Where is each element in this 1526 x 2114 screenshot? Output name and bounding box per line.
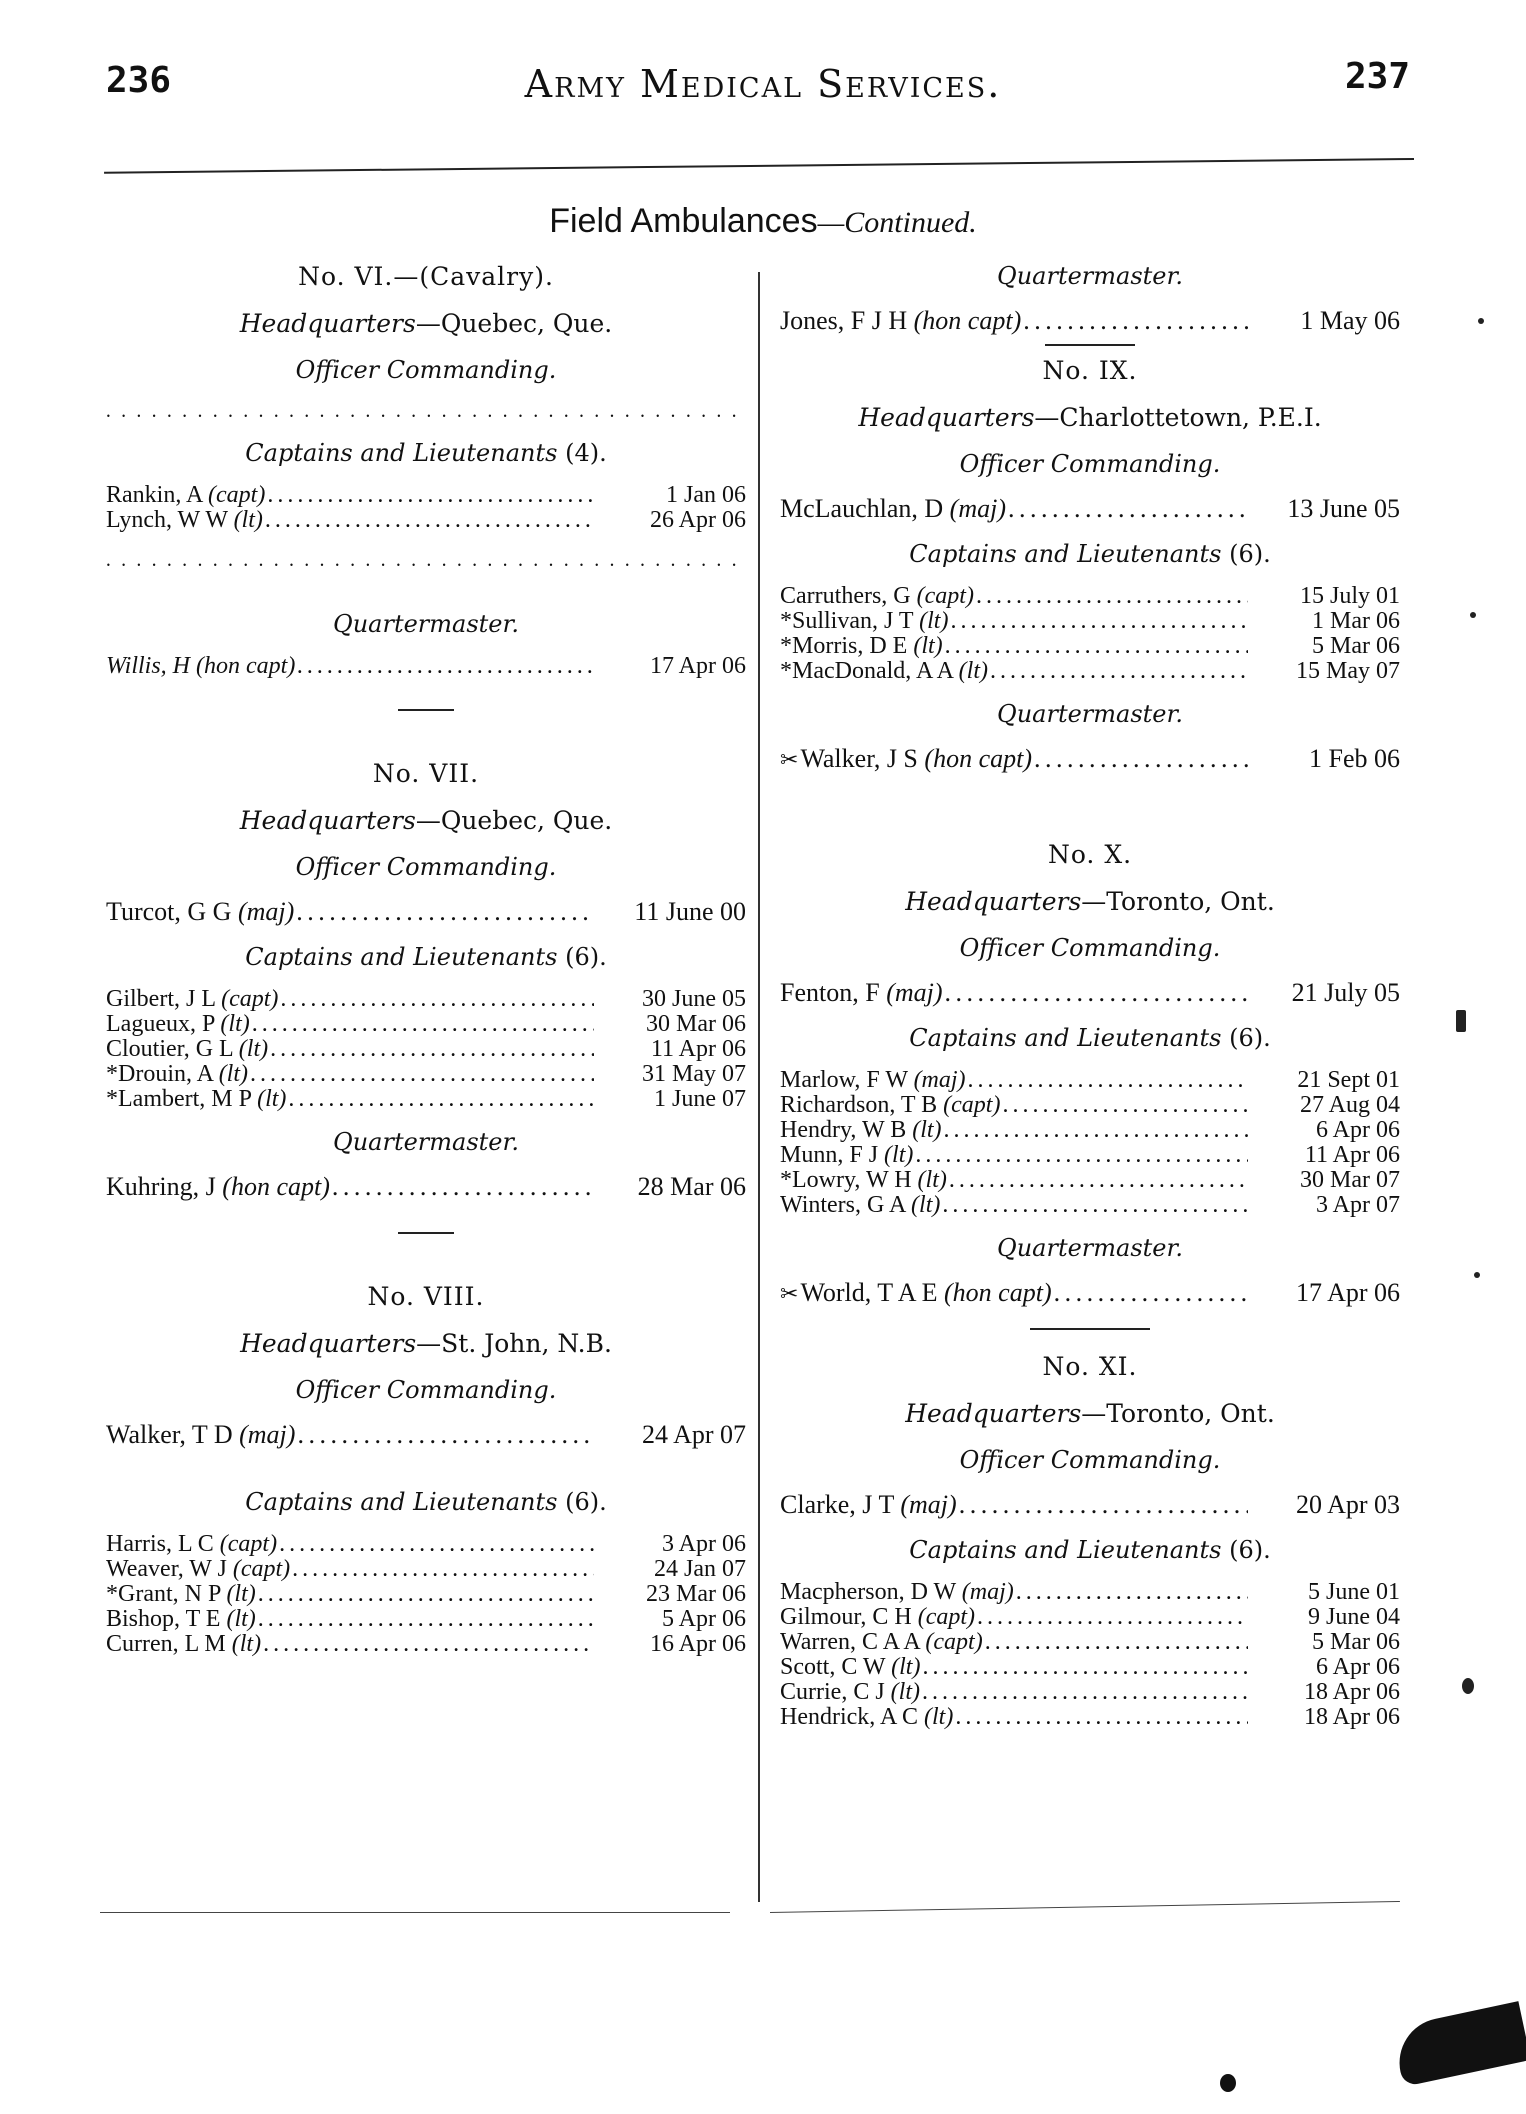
cl-label: Captains and Lieutenants (909, 1536, 1222, 1564)
header-rule (104, 158, 1414, 174)
officer-commanding-entry (106, 1420, 746, 1450)
headquarters (106, 1329, 746, 1358)
list-item (780, 1605, 1400, 1630)
scissors-icon: ✂ (780, 748, 799, 773)
entry-date: 9 June 04 (1308, 1604, 1400, 1630)
officer-commanding-heading: Officer Commanding. (959, 934, 1221, 962)
entry-rank: (hon capt) (196, 653, 296, 679)
entry-date: 6 Apr 06 (1316, 1654, 1400, 1680)
list-item (106, 1087, 746, 1112)
dot-leader (955, 1705, 1248, 1730)
entry-list (780, 584, 1400, 684)
cl-label: Captains and Lieutenants (909, 540, 1222, 568)
entry-rank: (lt) (958, 658, 988, 684)
dot-leader (1002, 1093, 1248, 1118)
page-number-left: 236 (106, 60, 172, 101)
dot-leader (1016, 1580, 1248, 1605)
entry-name: Willis, H (106, 653, 197, 679)
dot-leader (292, 1557, 594, 1582)
entry-name: *Sullivan, J T (780, 608, 920, 634)
captains-lieutenants-heading (106, 1488, 746, 1516)
entry-date: 28 Mar 06 (637, 1172, 746, 1201)
entry-list (780, 1068, 1400, 1218)
hq-label: Headquarters (858, 403, 1035, 432)
section-title (0, 202, 1526, 241)
scan-speck (1462, 1678, 1474, 1694)
dot-leader (950, 609, 1248, 634)
captains-lieutenants-heading (780, 540, 1400, 568)
scan-blot-dot (1220, 2074, 1236, 2092)
list-item (780, 1655, 1400, 1680)
entry-date: 1 Mar 06 (1312, 608, 1400, 634)
hq-label: Headquarters (905, 887, 1082, 916)
dot-leader (915, 1143, 1248, 1168)
list-item (106, 1557, 746, 1582)
officer-commanding-entry (780, 494, 1400, 524)
officer-commanding-entry (780, 978, 1400, 1008)
officer-commanding-heading: Officer Commanding. (959, 450, 1221, 478)
dot-leader (265, 508, 594, 533)
entry-list (106, 483, 746, 533)
dot-leader (332, 1172, 594, 1202)
list-item (780, 1093, 1400, 1118)
entry-rank: (lt) (238, 1036, 269, 1062)
scan-speck (1474, 1272, 1480, 1278)
dot-leader (250, 1062, 594, 1087)
scan-blot (1391, 2001, 1526, 2087)
quartermaster-entry (780, 306, 1400, 336)
cl-label: Captains and Lieutenants (245, 1488, 558, 1516)
entry-name: Turcot, G G (106, 897, 238, 926)
dot-leader (976, 584, 1248, 609)
entry-rank: (capt) (219, 1531, 278, 1557)
entry-name: Walker, T D (106, 1420, 240, 1449)
entry-date: 30 Mar 06 (646, 1011, 746, 1037)
entry-rank: (lt) (233, 507, 263, 533)
list-item (780, 1118, 1400, 1143)
officer-commanding-heading: Officer Commanding. (295, 1376, 557, 1404)
dot-leader (922, 1655, 1248, 1680)
entry-rank: (lt) (884, 1142, 914, 1168)
cl-count: (6). (1229, 1536, 1271, 1564)
hq-place: —Quebec, Que. (415, 806, 613, 835)
entry-name: Kuhring, J (106, 1172, 223, 1201)
captains-lieutenants-heading (780, 1536, 1400, 1564)
quartermaster-heading: Quartermaster. (997, 700, 1183, 728)
entry-name: Fenton, F (780, 978, 887, 1007)
section-continued: —Continued. (817, 206, 977, 239)
quartermaster-entry (780, 744, 1400, 776)
dot-leader (296, 897, 594, 927)
entry-date: 5 Mar 06 (1312, 633, 1400, 659)
list-item (106, 1037, 746, 1062)
entry-rank: (capt) (916, 583, 974, 609)
entry-rank: (maj) (949, 494, 1006, 523)
entry-date: 24 Apr 07 (642, 1420, 746, 1449)
dot-leader (1054, 1278, 1248, 1308)
list-item (780, 584, 1400, 609)
cl-count: (4). (565, 439, 607, 467)
entry-rank: (lt) (891, 1654, 921, 1680)
list-item (106, 1062, 746, 1087)
unit-viii (106, 1282, 746, 1657)
entry-rank: (capt) (221, 986, 279, 1012)
entry-date: 15 May 07 (1296, 658, 1400, 684)
cl-count: (6). (1229, 540, 1271, 568)
entry-rank: (capt) (208, 482, 266, 508)
list-item (780, 1068, 1400, 1093)
entry-date: 11 June 00 (634, 897, 746, 926)
section-title-text: Field Ambulances (549, 202, 818, 240)
entry-date: 30 Mar 07 (1300, 1167, 1400, 1193)
entry-name: Cloutier, G L (106, 1036, 239, 1062)
dot-leader (990, 659, 1248, 684)
dot-leader (942, 1193, 1248, 1218)
entry-rank: (lt) (917, 1167, 947, 1193)
quartermaster-entry (106, 1172, 746, 1202)
entry-date: 21 Sept 01 (1297, 1067, 1400, 1093)
dot-leader (1023, 306, 1248, 336)
entry-name: Rankin, A (106, 482, 209, 508)
left-column (106, 262, 746, 1673)
hq-place: —Toronto, Ont. (1081, 1399, 1275, 1428)
hq-label: Headquarters (240, 1329, 417, 1358)
entry-rank: (capt) (917, 1604, 976, 1630)
unit-separator (398, 1232, 454, 1234)
dot-leader (252, 1012, 594, 1037)
entry-rank: (lt) (912, 1117, 942, 1143)
entry-name: *Lowry, W H (780, 1167, 918, 1193)
entry-name: Winters, G A (780, 1192, 912, 1218)
entry-date: 15 July 01 (1299, 583, 1400, 609)
entry-date: 26 Apr 06 (650, 507, 746, 533)
entry-name: *MacDonald, A A (780, 658, 959, 684)
quartermaster-heading: Quartermaster. (333, 610, 519, 638)
unit-vi (106, 262, 746, 679)
entry-name: Marlow, F W (780, 1067, 914, 1093)
hq-label: Headquarters (239, 309, 416, 338)
entry-date: 18 Apr 06 (1304, 1679, 1400, 1705)
dot-leader (945, 634, 1248, 659)
dot-leader (279, 1532, 594, 1557)
entry-name: Hendrick, A C (780, 1704, 924, 1730)
entry-date: 5 Mar 06 (1312, 1629, 1400, 1655)
dot-leader (949, 1168, 1248, 1193)
entry-name: *Grant, N P (106, 1581, 227, 1607)
captains-lieutenants-heading (780, 1024, 1400, 1052)
unit-title: No. VIII. (367, 1282, 485, 1311)
entry-name: Richardson, T B (780, 1092, 944, 1118)
list-item (106, 1607, 746, 1632)
dot-leader (297, 1420, 594, 1450)
entry-rank: (maj) (886, 978, 943, 1007)
dot-leader (263, 1632, 594, 1657)
entry-name: Currie, C J (780, 1679, 891, 1705)
entry-rank: (lt) (913, 633, 943, 659)
entry-name: Macpherson, D W (780, 1579, 962, 1605)
entry-date: 27 Aug 04 (1299, 1092, 1400, 1118)
entry-rank: (lt) (226, 1606, 256, 1632)
entry-rank: (hon capt) (944, 1278, 1052, 1307)
entry-date: 1 June 07 (654, 1086, 746, 1112)
list-item (106, 1582, 746, 1607)
entry-name: Lagueux, P (106, 1011, 221, 1037)
entry-date: 30 June 05 (642, 986, 746, 1012)
cl-label: Captains and Lieutenants (245, 943, 558, 971)
entry-rank: (lt) (924, 1704, 954, 1730)
unit-ix (780, 356, 1400, 776)
entry-rank: (lt) (890, 1679, 920, 1705)
dot-leader (985, 1630, 1248, 1655)
dot-leader (267, 483, 594, 508)
list-item (780, 659, 1400, 684)
hq-place: —Quebec, Que. (415, 309, 613, 338)
entry-date: 21 July 05 (1291, 978, 1400, 1007)
list-item (780, 1705, 1400, 1730)
scan-speck (1456, 1010, 1466, 1032)
unit-vii (106, 759, 746, 1202)
unit-separator (1045, 344, 1135, 346)
entry-name: *Morris, D E (780, 633, 914, 659)
dot-leader (959, 1490, 1248, 1520)
entry-date: 20 Apr 03 (1296, 1490, 1400, 1519)
entry-name: Weaver, W J (106, 1556, 233, 1582)
entry-name: *Lambert, M P (106, 1086, 258, 1112)
entry-date: 16 Apr 06 (650, 1631, 746, 1657)
entry-name: Jones, F J H (780, 306, 914, 335)
footer-rule-right (770, 1901, 1400, 1913)
unit-title: No. XI. (1042, 1352, 1138, 1381)
headquarters (106, 806, 746, 835)
entry-date: 3 Apr 07 (1316, 1192, 1400, 1218)
page-number-right: 237 (1344, 56, 1410, 97)
list-item (780, 1193, 1400, 1218)
entry-rank: (lt) (257, 1086, 287, 1112)
dot-leader (977, 1605, 1248, 1630)
entry-date: 31 May 07 (642, 1061, 746, 1087)
quartermaster-heading: Quartermaster. (997, 1234, 1183, 1262)
cl-count: (6). (1229, 1024, 1271, 1052)
list-item (780, 634, 1400, 659)
dot-leader (258, 1607, 594, 1632)
list-item (780, 1143, 1400, 1168)
vacant-dot-leader (106, 400, 746, 425)
entry-name: Gilmour, C H (780, 1604, 918, 1630)
list-item (106, 1012, 746, 1037)
dot-leader (297, 654, 594, 679)
cl-label: Captains and Lieutenants (909, 1024, 1222, 1052)
headquarters (780, 887, 1400, 916)
entry-rank: (capt) (943, 1092, 1001, 1118)
entry-date: 5 June 01 (1308, 1579, 1400, 1605)
entry-name: Clarke, J T (780, 1490, 901, 1519)
unit-separator (1030, 1328, 1150, 1330)
scissors-icon: ✂ (780, 1282, 799, 1307)
entry-date: 24 Jan 07 (654, 1556, 746, 1582)
entry-rank: (lt) (218, 1061, 249, 1087)
entry-rank: (maj) (913, 1067, 966, 1093)
list-item (780, 1630, 1400, 1655)
hq-label: Headquarters (905, 1399, 1082, 1428)
entry-rank: (maj) (239, 1420, 296, 1449)
entry-rank: (lt) (226, 1581, 256, 1607)
entry-rank: (lt) (231, 1631, 262, 1657)
officer-commanding-entry (780, 1490, 1400, 1520)
scan-speck (1478, 318, 1484, 324)
dot-leader (1034, 744, 1248, 774)
entry-name: Walker, J S (800, 744, 925, 773)
dot-leader (945, 978, 1248, 1008)
dot-leader (1008, 494, 1248, 524)
entry-date: 11 Apr 06 (650, 1036, 746, 1062)
captains-lieutenants-heading (106, 439, 746, 467)
entry-list (106, 987, 746, 1112)
entry-date: 1 Feb 06 (1309, 744, 1400, 773)
entry-name: Gilbert, J L (106, 986, 222, 1012)
entry-rank: (maj) (961, 1579, 1014, 1605)
quartermaster-entry (106, 654, 746, 679)
entry-rank: (maj) (900, 1490, 957, 1519)
entry-name: Carruthers, G (780, 583, 917, 609)
entry-name: Munn, F J (780, 1142, 885, 1168)
list-item (780, 1168, 1400, 1193)
entry-rank: (hon capt) (222, 1172, 330, 1201)
entry-rank: (lt) (919, 608, 949, 634)
list-item (780, 1680, 1400, 1705)
entry-rank: (lt) (911, 1192, 941, 1218)
entry-date: 6 Apr 06 (1316, 1117, 1400, 1143)
hq-place: —St. John, N.B. (416, 1329, 612, 1358)
unit-title: No. IX. (1042, 356, 1138, 385)
footer-rule-left (100, 1912, 730, 1913)
vacant-dot-leader (106, 549, 746, 574)
hq-place: —Charlottetown, P.E.I. (1034, 403, 1322, 432)
cl-count: (6). (565, 1488, 607, 1516)
entry-name: Scott, C W (780, 1654, 892, 1680)
running-title: Army Medical Services. (524, 62, 1002, 106)
captains-lieutenants-heading (106, 943, 746, 971)
entry-date: 17 Apr 06 (1296, 1278, 1400, 1307)
unit-x (780, 840, 1400, 1310)
list-item (106, 987, 746, 1012)
entry-name: Lynch, W W (106, 507, 234, 533)
right-column (780, 262, 1400, 1746)
quartermaster-heading: Quartermaster. (333, 1128, 519, 1156)
hq-place: —Toronto, Ont. (1081, 887, 1275, 916)
list-item (780, 1580, 1400, 1605)
entry-rank: (capt) (232, 1556, 291, 1582)
entry-name: Hendry, W B (780, 1117, 913, 1143)
entry-rank: (lt) (220, 1011, 250, 1037)
entry-rank: (capt) (925, 1629, 983, 1655)
entry-date: 18 Apr 06 (1304, 1704, 1400, 1730)
entry-name: McLauchlan, D (780, 494, 950, 523)
entry-date: 11 Apr 06 (1304, 1142, 1400, 1168)
entry-name: Harris, L C (106, 1531, 220, 1557)
unit-title: No. VI.—(Cavalry). (298, 262, 554, 291)
entry-name: Warren, C A A (780, 1629, 926, 1655)
entry-name: Curren, L M (106, 1631, 232, 1657)
hq-label: Headquarters (239, 806, 416, 835)
page-header (106, 52, 1420, 112)
entry-rank: (hon capt) (913, 306, 1022, 335)
entry-date: 1 Jan 06 (666, 482, 746, 508)
unit-title: No. X. (1047, 840, 1133, 869)
entry-list (106, 1532, 746, 1657)
list-item (106, 483, 746, 508)
officer-commanding-heading: Officer Commanding. (295, 356, 557, 384)
entry-rank: (hon capt) (924, 744, 1032, 773)
dot-leader (968, 1068, 1248, 1093)
unit-xi (780, 1352, 1400, 1730)
unit-viii-continued (780, 262, 1400, 336)
dot-leader (944, 1118, 1248, 1143)
entry-name: World, T A E (800, 1278, 945, 1307)
headquarters (780, 403, 1400, 432)
dot-leader (258, 1582, 594, 1607)
officer-commanding-entry (106, 897, 746, 927)
quartermaster-heading: Quartermaster. (997, 262, 1183, 290)
entry-date: 23 Mar 06 (646, 1581, 746, 1607)
entry-date: 3 Apr 06 (662, 1531, 746, 1557)
dot-leader (288, 1087, 594, 1112)
entry-name: *Drouin, A (106, 1061, 219, 1087)
officer-commanding-heading: Officer Commanding. (959, 1446, 1221, 1474)
entry-rank: (maj) (237, 897, 295, 926)
entry-date: 17 Apr 06 (650, 653, 746, 679)
officer-commanding-heading: Officer Commanding. (295, 853, 557, 881)
scan-speck (1470, 612, 1476, 618)
dot-leader (270, 1037, 594, 1062)
list-item (106, 1532, 746, 1557)
entry-date: 13 June 05 (1287, 494, 1400, 523)
unit-title: No. VII. (372, 759, 480, 788)
cl-count: (6). (565, 943, 607, 971)
list-item (106, 1632, 746, 1657)
cl-label: Captains and Lieutenants (245, 439, 558, 467)
entry-name: Bishop, T E (106, 1606, 227, 1632)
entry-date: 1 May 06 (1300, 306, 1400, 335)
column-divider (758, 272, 760, 1902)
quartermaster-entry (780, 1278, 1400, 1310)
dot-leader (280, 987, 594, 1012)
headquarters (106, 309, 746, 338)
list-item (780, 609, 1400, 634)
headquarters (780, 1399, 1400, 1428)
dot-leader (922, 1680, 1248, 1705)
entry-date: 5 Apr 06 (662, 1606, 746, 1632)
list-item (106, 508, 746, 533)
unit-separator (398, 709, 454, 711)
entry-list (780, 1580, 1400, 1730)
